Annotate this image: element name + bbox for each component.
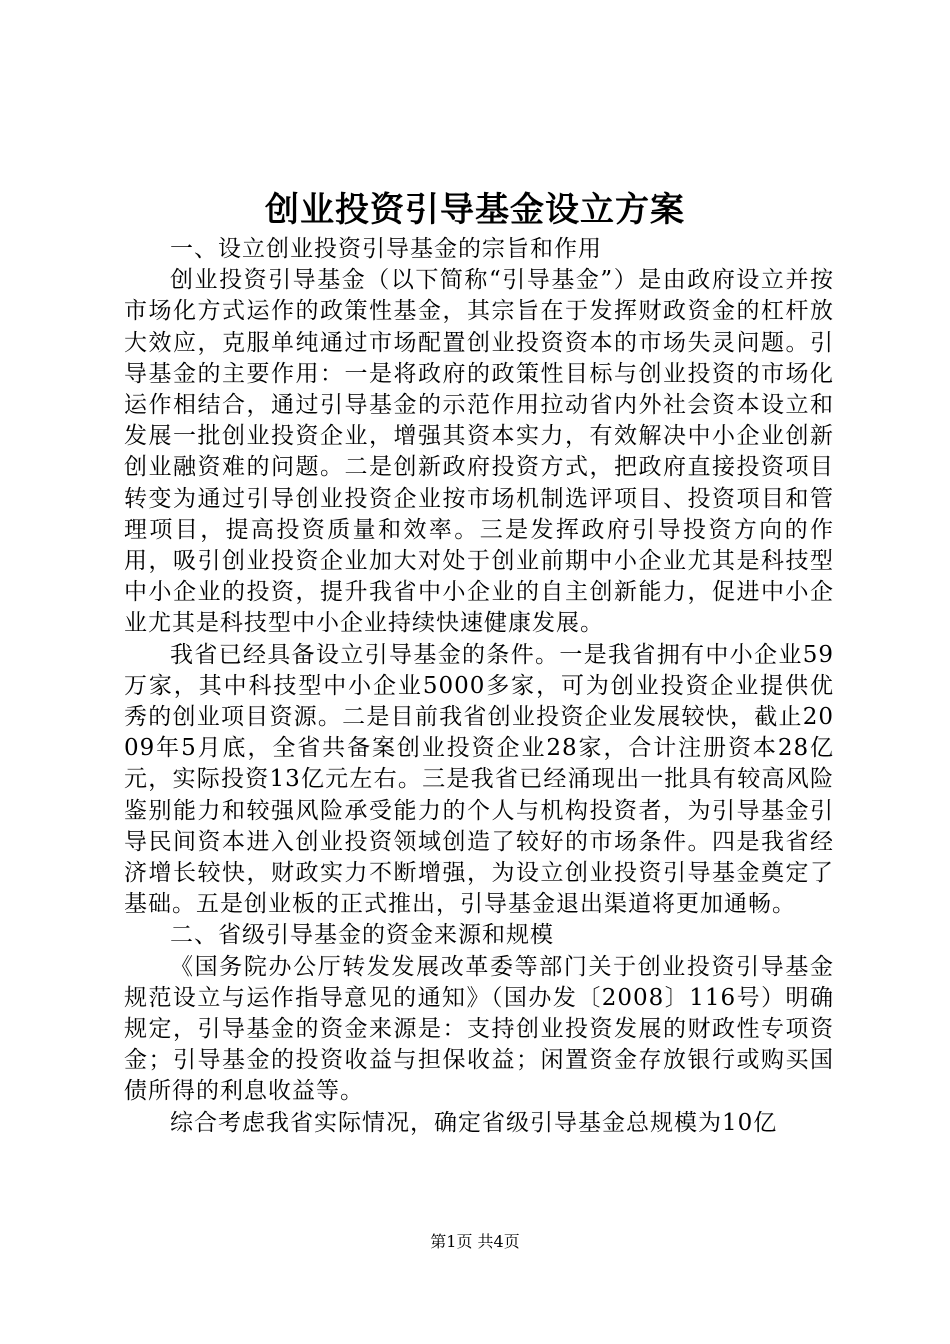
page-footer: 第1页 共4页 <box>430 1232 520 1251</box>
section-heading-1: 一、设立创业投资引导基金的宗旨和作用 <box>170 236 602 262</box>
section-heading-2: 二、省级引导基金的资金来源和规模 <box>170 922 554 949</box>
paragraph-2: 我省已经具备设立引导基金的条件。一是我省拥有中小企业59万家，其中科技型中小企业5000多家，可为创业投资企业提供优秀的创业项目资源。二是目前我省创业投资企业发展较快，截止2009年5月底，全省共备案创业投资企业28家，合计注册资本28亿元，实际投资13亿元左右。三是我省已经涌现出一批具有较高风险鉴别能力和较强风险承受能力的个人与机构投资者，为引导基金引导民间资本进入创业投资领域创造了较好的市场条件。四是我省经济增长较快，财政实力不断增强，为设立创业投资引导基金奠定了基础。五是创业板的正式推出，引导基金退出渠道将更加通畅。 <box>124 641 834 918</box>
document-title: 创业投资引导基金设立方案 <box>265 190 685 230</box>
document-body <box>124 234 834 1139</box>
paragraph-3: 《国务院办公厅转发发展改革委等部门关于创业投资引导基金规范设立与运作指导意见的通知》（国办发〔2008〕116号）明确规定，引导基金的资金来源是：支持创业投资发展的财政性专项资金；引导基金的投资收益与担保收益；闲置资金存放银行或购买国债所得的利息收益等。 <box>124 953 834 1105</box>
paragraph-4: 综合考虑我省实际情况，确定省级引导基金总规模为10亿 <box>170 1109 778 1136</box>
paragraph-1: 创业投资引导基金（以下简称“引导基金”）是由政府设立并按市场化方式运作的政策性基金，其宗旨在于发挥财政资金的杠杆放大效应，克服单纯通过市场配置创业投资资本的市场失灵问题。引导基金的主要作用：一是将政府的政策性目标与创业投资的市场化运作相结合，通过引导基金的示范作用拉动省内外社会资本设立和发展一批创业投资企业，增强其资本实力，有效解决中小企业创新创业融资难的问题。二是创新政府投资方式，把政府直接投资项目转变为通过引导创业投资企业按市场机制选评项目、投资项目和管理项目，提高投资质量和效率。三是发挥政府引导投资方向的作用，吸引创业投资企业加大对处于创业前期中小企业尤其是科技型中小企业的投资，提升我省中小企业的自主创新能力，促进中小企业尤其是科技型中小企业持续快速健康发展。 <box>124 267 834 637</box>
